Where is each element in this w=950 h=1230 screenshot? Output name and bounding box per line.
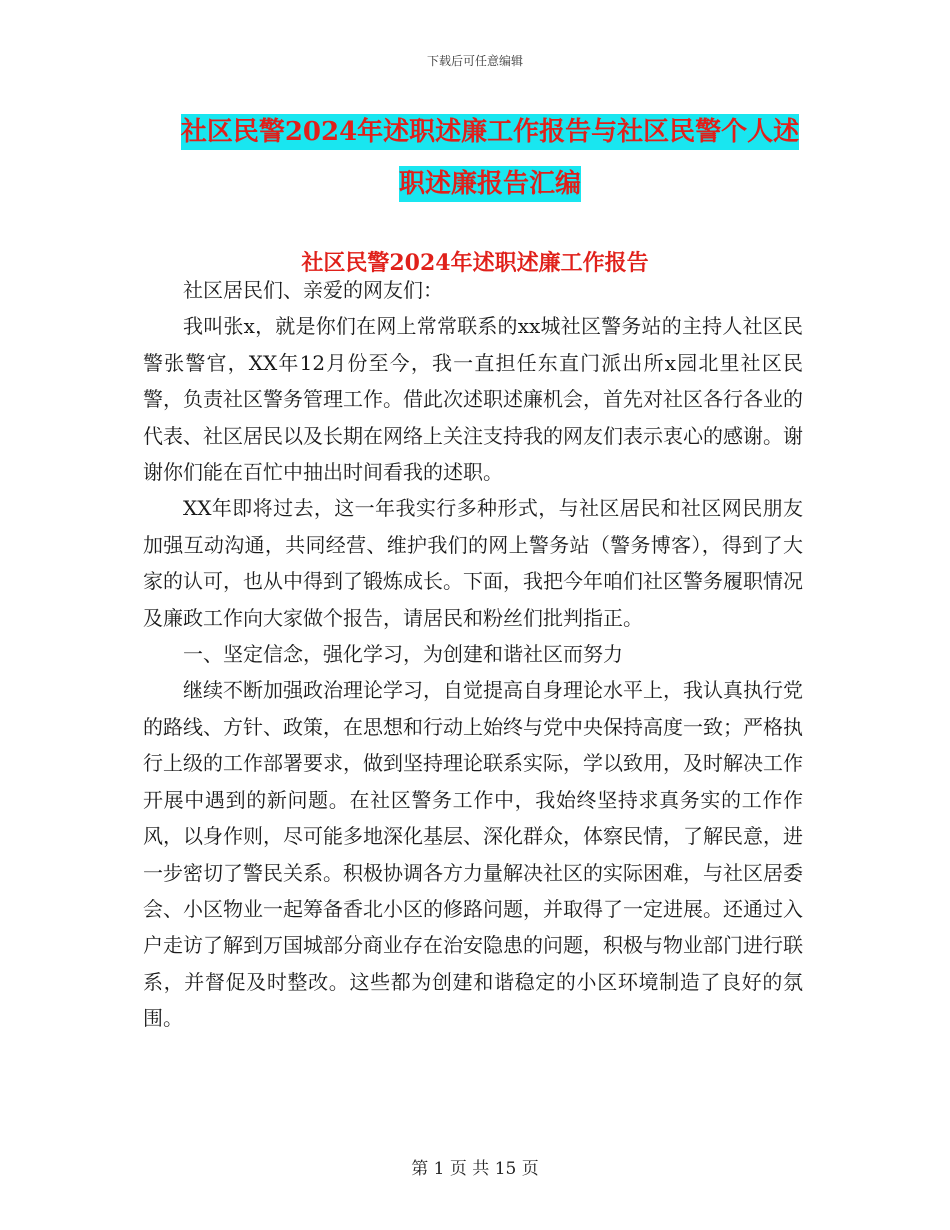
paragraph-greeting: 社区居民们、亲爱的网友们： <box>183 278 443 302</box>
paragraph-intro: 我叫张x，就是你们在网上常常联系的xx城社区警务站的主持人社区民警张警官，XX年12月份至今，我一直担任东直门派出所x园北里社区民警，负责社区警务管理工作。借此次述职述廉机会，首先对社区各行各业的代表、社区居民以及长期在网络上关注支持我的网友们表示衷心的感谢。谢谢你们能在百忙中抽出时间看我的述职。 <box>143 314 803 485</box>
title-line-1: 社区民警2024年述职述廉工作报告与社区民警个人述 <box>181 114 799 150</box>
paragraph-summary: XX年即将过去，这一年我实行多种形式，与社区居民和社区网民朋友加强互动沟通，共同经营、维护我们的网上警务站（警务博客），得到了大家的认可，也从中得到了锻炼成长。下面，我把今年咱们社区警务履职情况及廉政工作向大家做个报告，请居民和粉丝们批判指正。 <box>143 496 803 630</box>
title-line-2: 职述廉报告汇编 <box>399 166 581 202</box>
paragraph-study: 继续不断加强政治理论学习，自觉提高自身理论水平上，我认真执行党的路线、方针、政策，在思想和行动上始终与党中央保持高度一致；严格执行上级的工作部署要求，做到坚持理论联系实际，学以致用，及时解决工作开展中遇到的新问题。在社区警务工作中，我始终坚持求真务实的工作作风，以身作则，尽可能多地深化基层、深化群众，体察民情，了解民意，进一步密切了警民关系。积极协调各方力量解决社区的实际困难，与社区居委会、小区物业一起筹备香北小区的修路问题，并取得了一定进展。还通过入户走访了解到万国城部分商业存在治安隐患的问题，积极与物业部门进行联系，并督促及时整改。这些都为创建和谐稳定的小区环境制造了良好的氛围。 <box>143 678 803 1031</box>
body-content <box>143 272 803 1037</box>
page-number: 第 1 页 共 15 页 <box>411 1159 539 1179</box>
document-title <box>140 106 840 210</box>
paragraph-heading-1: 一、坚定信念，强化学习，为创建和谐社区而努力 <box>183 642 623 667</box>
section-title: 社区民警2024年述职述廉工作报告 <box>301 250 649 276</box>
header-note: 下载后可任意编辑 <box>426 54 523 68</box>
